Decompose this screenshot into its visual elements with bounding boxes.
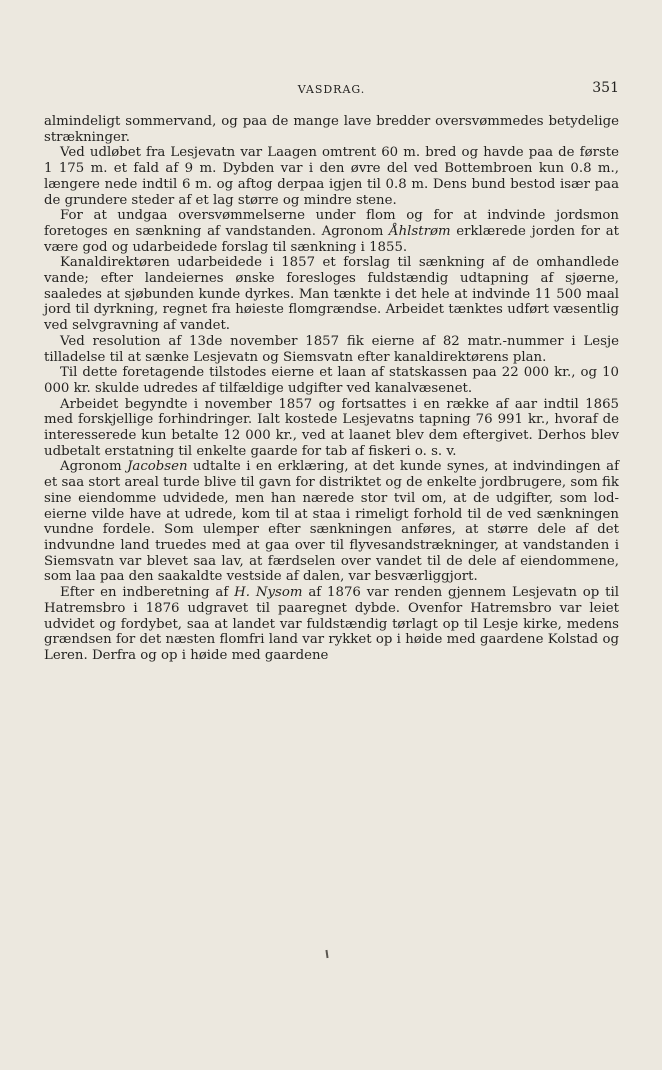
person-name: H. Nysom bbox=[234, 585, 303, 601]
paragraph: For at undgaa oversvømmelserne under flom og for at indvinde jordsmon foretoges en sænkning af vandstanden. Agronom Åhlstrøm erklærede jorden for at være god og udarbeidede forslag til sænkning i 1855. bbox=[44, 208, 619, 255]
paragraph: Ved udløbet fra Lesjevatn var Laagen omtrent 60 m. bred og havde paa de første 1 175 m. et fald af 9 m. Dybden var i den øvre del ved Bottembroen kun 0.8 m., længere nede indtil 6 m. og aftog derpaa igjen til 0.8 m. Dens bund bestod især paa de grundere steder af et lag større og mindre stene. bbox=[44, 145, 619, 208]
body-text bbox=[44, 114, 619, 664]
ink-mark bbox=[325, 950, 328, 958]
paragraph: Til dette foretagende tilstodes eierne et laan af statskassen paa 22 000 kr., og 10 000 kr. skulde udredes af tilfældige udgifter ved kanalvæsenet. bbox=[44, 365, 619, 396]
paragraph: Ved resolution af 13de november 1857 fik eierne af 82 matr.-nummer i Lesje tilladelse til at sænke Lesjevatn og Siemsvatn efter kanaldirektørens plan. bbox=[44, 333, 619, 365]
header-title: VASDRAG. bbox=[297, 83, 366, 96]
person-name: Åhlstrøm bbox=[389, 223, 451, 239]
paragraph: Kanaldirektøren udarbeidede i 1857 et forslag til sænkning af de omhandlede vande; efter landeiernes ønske foresloges fuldstændig udtapning af sjøerne, saaledes at sjøbunden kunde dyrkes. Man tænkte i det hele at indvinde 11 500 maal jord til dyrkning, regnet fra høieste flomgrændse. Arbeidet tænktes udført væsentlig ved selvgravning af vandet. bbox=[44, 255, 619, 334]
person-name: Jacobsen bbox=[127, 459, 188, 475]
paragraph: almindeligt sommervand, og paa de mange lave bredder oversvømmedes betydelige strækninger. bbox=[44, 114, 619, 145]
paragraph: Arbeidet begyndte i november 1857 og fortsattes i en række af aar indtil 1865 med forskjellige forhindringer. Ialt kostede Lesjevatns tapning 76 991 kr., hvoraf de interesserede kun betalte 12 000 kr., ved at laanet blev dem eftergivet. Derhos blev udbetalt erstatning til enkelte gaarde for tab af fiskeri o. s. v. bbox=[44, 396, 619, 459]
page-number: 351 bbox=[592, 80, 619, 96]
paragraph: Agronom Jacobsen udtalte i en erklæring, at det kunde synes, at indvindingen af et saa stort areal turde blive til gavn for distriktet og de enkelte jordbrugere, som fik sine eiendomme udvidede, men han nærede stor tvil om, at de udgifter, som lodeierne vilde have at udrede, kom til at staa i rimeligt forhold til de ved sænkningen vundne fordele. Som ulemper efter sænkningen anføres, at større dele af det indvundne land truedes med at gaa over til flyvesandstrækninger, at vandstanden i Siemsvatn var blevet saa lav, at færdselen over vandet til de dele af eiendommene, som laa paa den saakaldte vestside af dalen, var besværliggjort. bbox=[44, 459, 619, 585]
paragraph: Efter en indberetning af H. Nysom af 1876 var renden gjennem Lesjevatn op til Hatremsbro i 1876 udgravet til paaregnet dybde. Ovenfor Hatremsbro var leiet udvidet og fordybet, saa at landet var fuldstændig tørlagt op til Lesje kirke, medens grændsen for det næsten flomfri land var rykket op i høide med gaardene Kolstad og Leren. Derfra og op i høide med gaardene bbox=[44, 585, 620, 663]
running-header bbox=[44, 80, 619, 98]
